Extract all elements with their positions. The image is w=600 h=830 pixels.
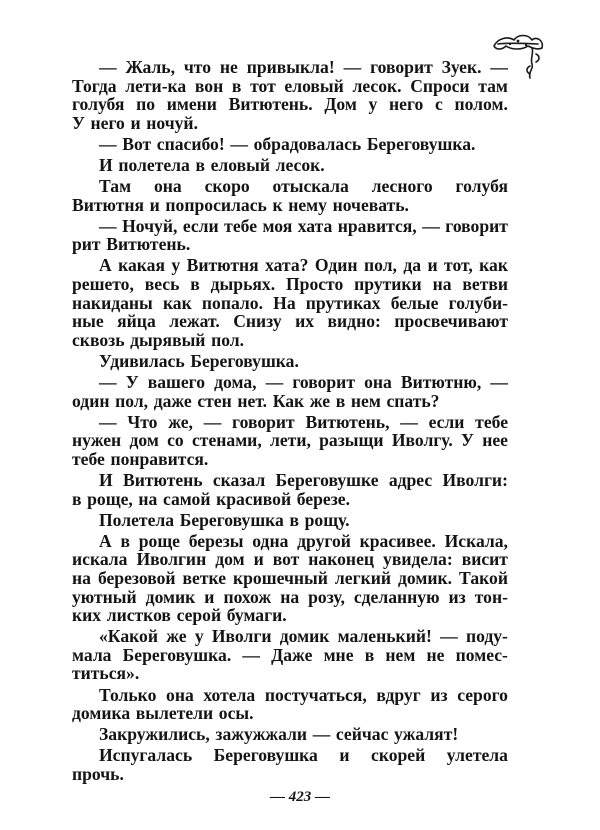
- text-line: А какая у Витютня хата? Один пол, да и тот, как: [99, 255, 508, 276]
- text-line: рит Витютень.: [72, 234, 191, 255]
- text-line: прочь.: [72, 763, 124, 784]
- text-line: нужен дом со стенами, лети, разыщи Иволгу. У нее: [72, 430, 508, 451]
- text-line: решето, весь в дырьях. Просто прутики на ветви: [72, 274, 508, 295]
- text-line: И полетела в еловый лесок.: [99, 154, 325, 175]
- text-line: — Что же, — говорит Витютень, — если тебе: [99, 411, 508, 432]
- text-line: Закружились, зажужжали — сейчас ужалят!: [99, 724, 459, 745]
- text-line: Полетела Береговушка в рощу.: [99, 509, 350, 530]
- text-line: У него и ночуй.: [72, 112, 198, 133]
- text-line: тебе понравится.: [72, 448, 209, 469]
- text-line: И Витютень сказал Береговушке адрес Иволги:: [99, 469, 508, 490]
- text-line: А в роще березы одна другой красивее. Искала,: [99, 530, 508, 551]
- text-line: голубя по имени Витютень. Дом у него с полом.: [72, 94, 508, 115]
- text-line: накиданы как попало. На прутиках белые голуби-: [72, 292, 508, 313]
- text-line: мала Береговушка. — Даже мне в нем не помес-: [72, 644, 508, 665]
- text-line: Витютня и попросилась к нему ночевать.: [72, 194, 409, 215]
- text-line: ные яйца лежат. Снизу их видно: просвечивают: [72, 311, 508, 332]
- text-line: сквозь дырявый пол.: [72, 329, 245, 350]
- text-line: — У вашего дома, — говорит она Витютню, —: [99, 372, 508, 392]
- text-line: уютный домик и похож на розу, сделанную из тон-: [72, 586, 508, 607]
- text-line: на березовой ветке крошечный легкий домик. Такой: [72, 567, 508, 588]
- text-line: — Ночуй, если тебе моя хата нравится, — говорит: [99, 215, 508, 236]
- text-line: Удивилась Береговушка.: [99, 350, 299, 371]
- text-line: Испугалась Береговушка и скорей улетела: [99, 745, 508, 766]
- text-line: — Вот спасибо! — обрадовалась Береговушка.: [99, 133, 476, 154]
- text-line: «Какой же у Иволги домик маленький! — поду-: [99, 626, 508, 647]
- text-line: Там она скоро отыскала лесного голубя: [99, 176, 508, 197]
- page-number: — 423 —: [270, 789, 330, 805]
- text-line: — Жаль, что не привыкла! — говорит Зуек. —: [99, 57, 508, 77]
- text-line: искала Иволгин дом и вот наконец увидела: висит: [72, 549, 508, 570]
- text-line: Тогда лети-ка вон в тот еловый лесок. Спроси там: [72, 75, 508, 96]
- text-line: в роще, на самой красивой березе.: [72, 488, 350, 509]
- body-text: [72, 58, 508, 783]
- text-line: титься».: [72, 663, 140, 684]
- text-line: домика вылетели осы.: [72, 703, 254, 724]
- text-line: ких листков серой бумаги.: [72, 605, 287, 626]
- text-line: один пол, даже стен нет. Как же в нем спать?: [72, 390, 440, 411]
- text-line: Только она хотела постучаться, вдруг из серого: [99, 684, 508, 705]
